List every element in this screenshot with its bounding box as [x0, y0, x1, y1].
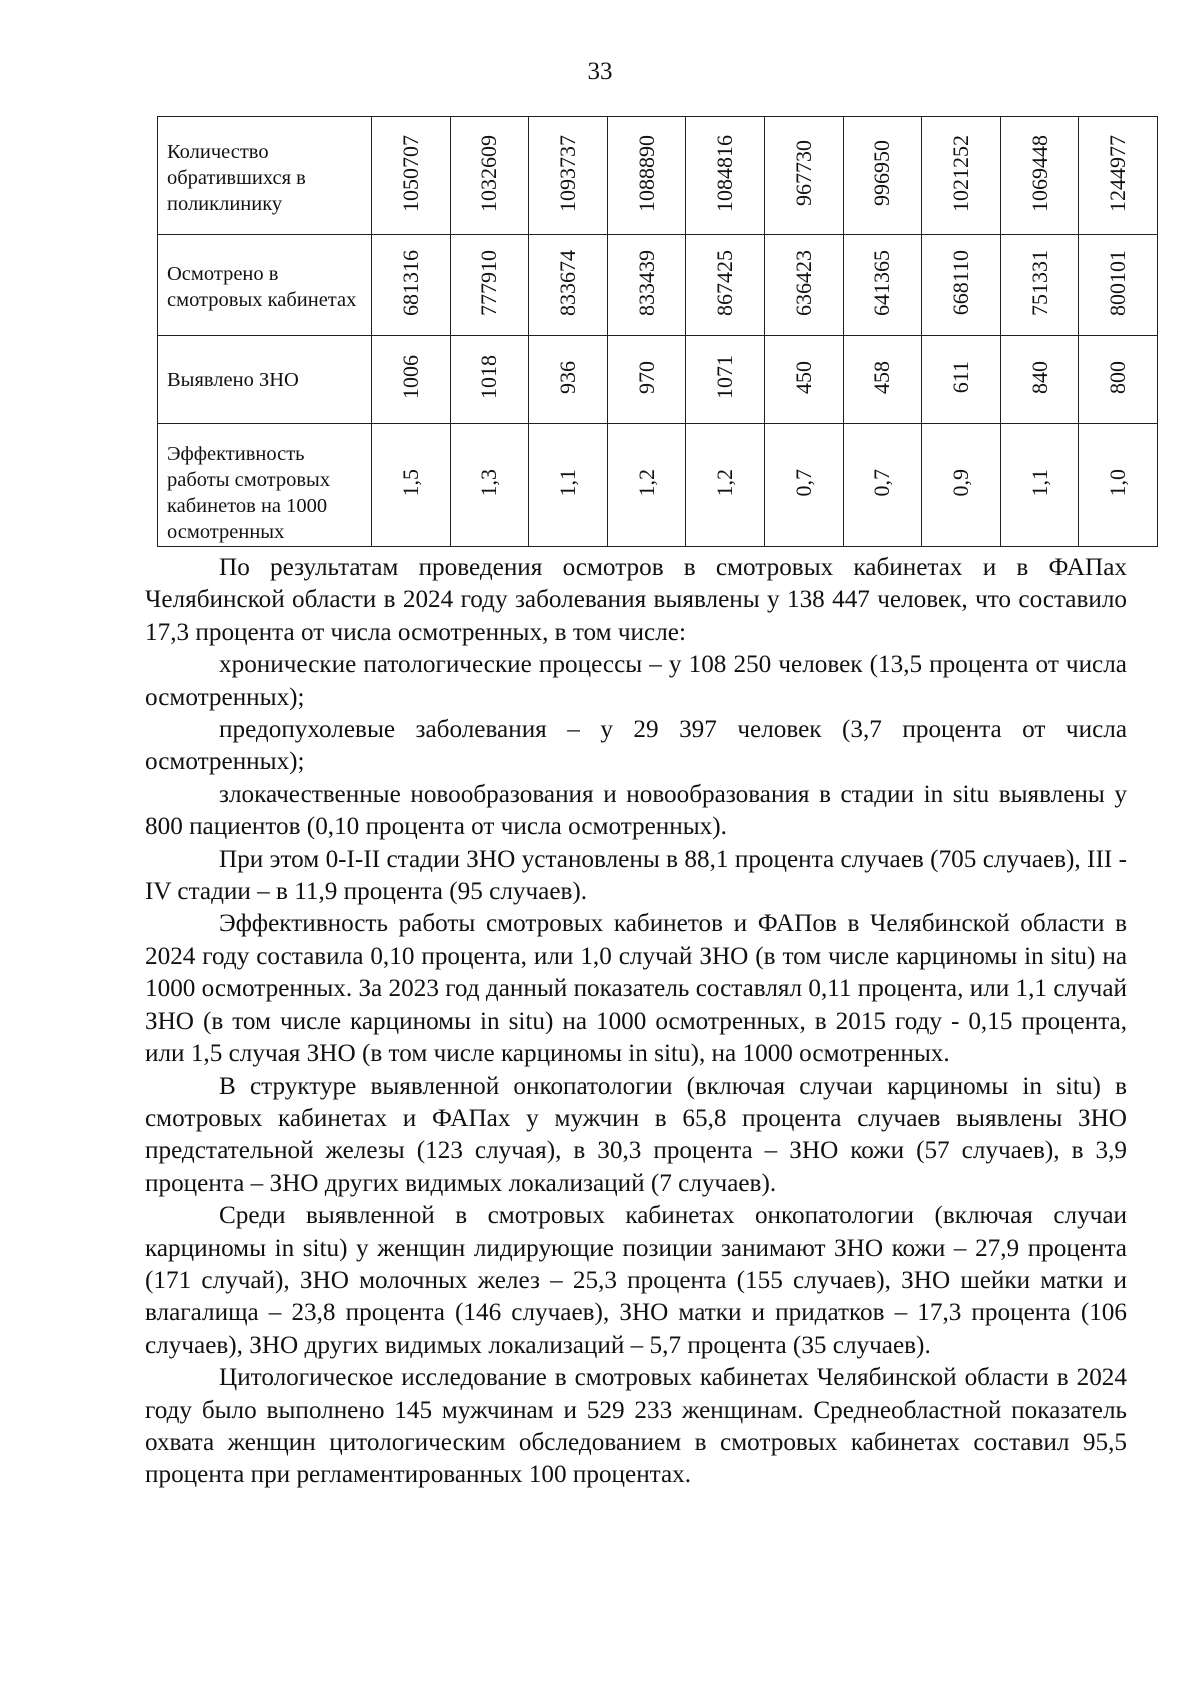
- row-label: Выявлено ЗНО: [158, 336, 372, 424]
- row-label: Осмотрено в смотровых кабинетах: [158, 235, 372, 336]
- table-cell: 0,7: [843, 424, 922, 547]
- table-cell: 1032609: [450, 117, 529, 235]
- table-cell: 636423: [764, 235, 843, 336]
- table-cell: 1,1: [1000, 424, 1079, 547]
- page-number: 33: [587, 58, 613, 85]
- table-row: [158, 336, 1158, 424]
- table-row: [158, 424, 1158, 547]
- table-cell: 0,9: [922, 424, 1001, 547]
- table-cell: 1,2: [607, 424, 686, 547]
- paragraph: Цитологическое исследование в смотровых кабинетах Челябинской области в 2024 году было выполнено 145 мужчинам и 529 233 женщинам. Среднеобластной показатель охвата женщин цитологическим обследованием в смотровых кабинетах составил 95,5 процента при регламентированных 100 процентах.: [145, 1364, 1127, 1489]
- table-cell: 751331: [1000, 235, 1079, 336]
- table-cell: 833674: [529, 235, 608, 336]
- statistics-table: [157, 116, 1158, 547]
- paragraph: Эффективность работы смотровых кабинетов и ФАПов в Челябинской области в 2024 году составила 0,10 процента, или 1,0 случай ЗНО (в том числе карциномы in situ) на 1000 осмотренных. За 2023 год данный показатель составлял 0,11 процента, или 1,1 случай ЗНО (в том числе карциномы in situ) на 1000 осмотренных, в 2015 году - 0,15 процента, или 1,5 случая ЗНО (в том числе карциномы in situ), на 1000 осмотренных.: [145, 910, 1127, 1068]
- table-cell: 833439: [607, 235, 686, 336]
- table-cell: 1071: [686, 336, 765, 424]
- table-row: [158, 235, 1158, 336]
- table-cell: 936: [529, 336, 608, 424]
- table-cell: 1,3: [450, 424, 529, 547]
- table-cell: 1069448: [1000, 117, 1079, 235]
- row-label: Количество обратившихся в поликлинику: [158, 117, 372, 235]
- paragraph: злокачественные новообразования и новообразования в стадии in situ выявлены у 800 пациентов (0,10 процента от числа осмотренных).: [145, 780, 1127, 841]
- paragraph: При этом 0-I-II стадии ЗНО установлены в 88,1 процента случаев (705 случаев), III - IV стадии – в 11,9 процента (95 случаев).: [145, 845, 1127, 906]
- table-cell: 777910: [450, 235, 529, 336]
- table-cell: 641365: [843, 235, 922, 336]
- table-cell: 800101: [1079, 235, 1158, 336]
- table-cell: 1018: [450, 336, 529, 424]
- table-cell: 1,2: [686, 424, 765, 547]
- paragraph: предопухолевые заболевания – у 29 397 человек (3,7 процента от числа осмотренных);: [145, 716, 1127, 776]
- table-cell: 681316: [372, 235, 451, 336]
- paragraph: Среди выявленной в смотровых кабинетах онкопатологии (включая случаи карциномы in situ) у женщин лидирующие позиции занимают ЗНО кожи – 27,9 процента (171 случай), ЗНО молочных желез – 25,3 процента (155 случаев), ЗНО шейки матки и влагалища – 23,8 процента (146 случаев), ЗНО матки и придатков – 17,3 процента (106 случаев), ЗНО других видимых локализаций – 5,7 процента (35 случаев).: [145, 1202, 1127, 1359]
- table-cell: 0,7: [764, 424, 843, 547]
- table-cell: 1021252: [922, 117, 1001, 235]
- table-cell: 611: [922, 336, 1001, 424]
- table-cell: 450: [764, 336, 843, 424]
- table-row: [158, 117, 1158, 235]
- row-label: Эффективность работы смотровых кабинетов на 1000 осмотренных: [158, 424, 372, 547]
- paragraph: По результатам проведения осмотров в смотровых кабинетах и в ФАПах Челябинской области в 2024 году заболевания выявлены у 138 447 человек, что составило 17,3 процента от числа осмотренных, в том числе:: [145, 554, 1127, 646]
- table-cell: 967730: [764, 117, 843, 235]
- table-cell: 840: [1000, 336, 1079, 424]
- table-cell: 800: [1079, 336, 1158, 424]
- table-cell: 668110: [922, 235, 1001, 336]
- table-cell: 1050707: [372, 117, 451, 235]
- table-cell: 458: [843, 336, 922, 424]
- paragraph: хронические патологические процессы – у 108 250 человек (13,5 процента от числа осмотренных);: [145, 651, 1127, 711]
- paragraph: В структуре выявленной онкопатологии (включая случаи карциномы in situ) в смотровых кабинетах и ФАПах у мужчин в 65,8 процента случаев выявлены ЗНО предстательной железы (123 случая), в 30,3 процента – ЗНО кожи (57 случаев), в 3,9 процента – ЗНО других видимых локализаций (7 случаев).: [145, 1072, 1127, 1197]
- table-cell: 1084816: [686, 117, 765, 235]
- table-cell: 1088890: [607, 117, 686, 235]
- table-cell: 970: [607, 336, 686, 424]
- table-cell: 1,5: [372, 424, 451, 547]
- body-text: [145, 552, 1127, 1492]
- table-cell: 1,0: [1079, 424, 1158, 547]
- table-cell: 996950: [843, 117, 922, 235]
- table-cell: 867425: [686, 235, 765, 336]
- table-cell: 1244977: [1079, 117, 1158, 235]
- table-cell: 1,1: [529, 424, 608, 547]
- table-cell: 1006: [372, 336, 451, 424]
- table-cell: 1093737: [529, 117, 608, 235]
